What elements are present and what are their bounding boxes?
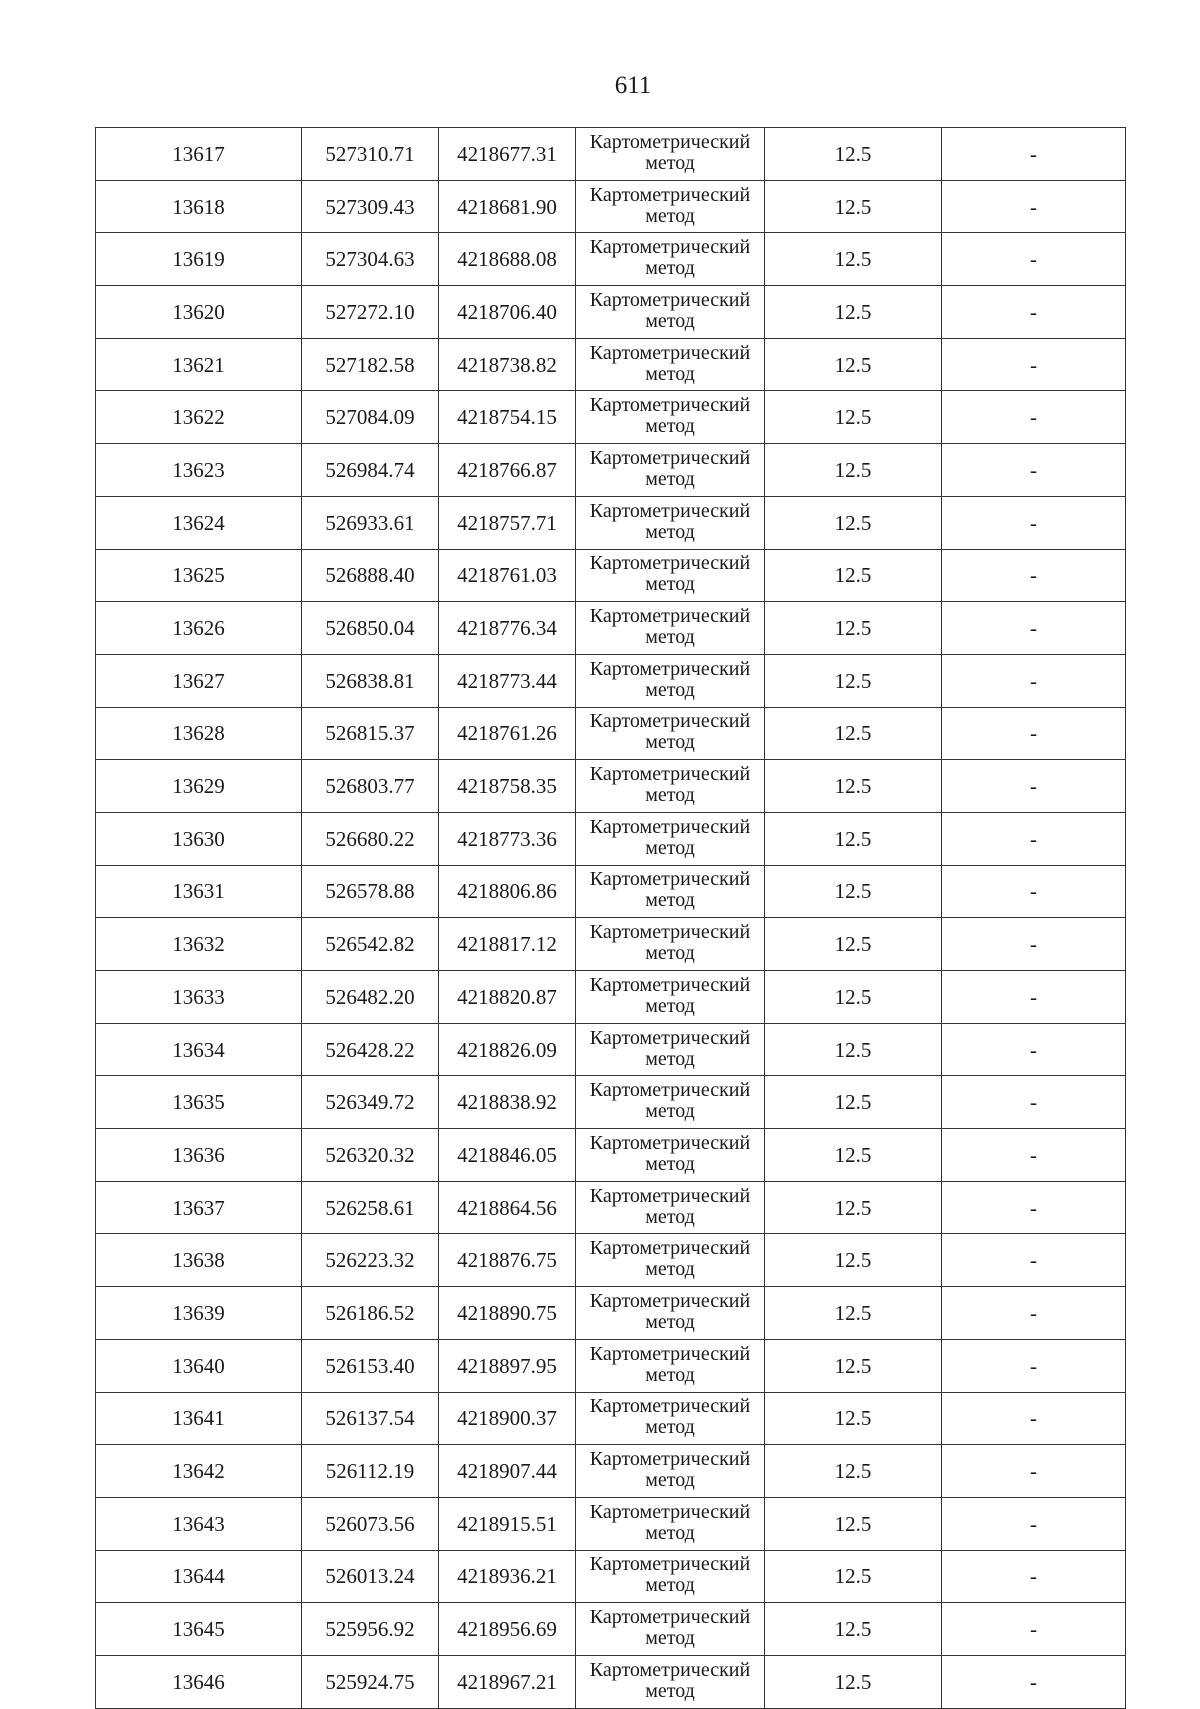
table-row bbox=[96, 760, 1126, 813]
note-cell: - bbox=[942, 1076, 1126, 1129]
method-cell bbox=[576, 128, 765, 181]
y-coordinate-cell: 4218900.37 bbox=[439, 1392, 576, 1445]
note-cell: - bbox=[942, 1023, 1126, 1076]
point-number-cell: 13620 bbox=[96, 286, 302, 339]
note-cell: - bbox=[942, 654, 1126, 707]
point-number-cell: 13631 bbox=[96, 865, 302, 918]
method-line-1: Картометрический bbox=[589, 1553, 751, 1576]
method-cell bbox=[576, 496, 765, 549]
y-coordinate-cell: 4218826.09 bbox=[439, 1023, 576, 1076]
note-cell: - bbox=[942, 444, 1126, 497]
accuracy-cell: 12.5 bbox=[765, 1287, 942, 1340]
method-line-1: Картометрический bbox=[589, 341, 751, 364]
table-row bbox=[96, 496, 1126, 549]
point-number-cell: 13629 bbox=[96, 760, 302, 813]
table-row bbox=[96, 1497, 1126, 1550]
method-line-2: метод bbox=[645, 1574, 695, 1597]
note-cell: - bbox=[942, 971, 1126, 1024]
point-number-cell: 13634 bbox=[96, 1023, 302, 1076]
method-line-2: метод bbox=[645, 1521, 695, 1544]
note-cell: - bbox=[942, 1181, 1126, 1234]
point-number-cell: 13617 bbox=[96, 128, 302, 181]
point-number-cell: 13618 bbox=[96, 180, 302, 233]
method-line-2: метод bbox=[645, 994, 695, 1017]
note-cell: - bbox=[942, 1234, 1126, 1287]
y-coordinate-cell: 4218915.51 bbox=[439, 1497, 576, 1550]
point-number-cell: 13621 bbox=[96, 338, 302, 391]
accuracy-cell: 12.5 bbox=[765, 707, 942, 760]
table-row bbox=[96, 286, 1126, 339]
point-number-cell: 13627 bbox=[96, 654, 302, 707]
method-line-1: Картометрический bbox=[589, 1026, 751, 1049]
table-body bbox=[96, 128, 1126, 1709]
point-number-cell: 13635 bbox=[96, 1076, 302, 1129]
point-number-cell: 13630 bbox=[96, 812, 302, 865]
y-coordinate-cell: 4218766.87 bbox=[439, 444, 576, 497]
method-line-1: Картометрический bbox=[589, 657, 751, 680]
method-cell bbox=[576, 971, 765, 1024]
x-coordinate-cell: 527272.10 bbox=[302, 286, 439, 339]
y-coordinate-cell: 4218758.35 bbox=[439, 760, 576, 813]
accuracy-cell: 12.5 bbox=[765, 444, 942, 497]
x-coordinate-cell: 525956.92 bbox=[302, 1603, 439, 1656]
method-line-2: метод bbox=[645, 1047, 695, 1070]
x-coordinate-cell: 526186.52 bbox=[302, 1287, 439, 1340]
method-line-2: метод bbox=[645, 309, 695, 332]
method-line-2: метод bbox=[645, 1627, 695, 1650]
y-coordinate-cell: 4218806.86 bbox=[439, 865, 576, 918]
y-coordinate-cell: 4218820.87 bbox=[439, 971, 576, 1024]
point-number-cell: 13643 bbox=[96, 1497, 302, 1550]
method-line-2: метод bbox=[645, 942, 695, 965]
y-coordinate-cell: 4218677.31 bbox=[439, 128, 576, 181]
accuracy-cell: 12.5 bbox=[765, 812, 942, 865]
table-row bbox=[96, 1076, 1126, 1129]
method-cell bbox=[576, 602, 765, 655]
method-line-1: Картометрический bbox=[589, 921, 751, 944]
note-cell: - bbox=[942, 812, 1126, 865]
accuracy-cell: 12.5 bbox=[765, 1129, 942, 1182]
point-number-cell: 13638 bbox=[96, 1234, 302, 1287]
accuracy-cell: 12.5 bbox=[765, 391, 942, 444]
x-coordinate-cell: 526482.20 bbox=[302, 971, 439, 1024]
method-cell bbox=[576, 1287, 765, 1340]
x-coordinate-cell: 526320.32 bbox=[302, 1129, 439, 1182]
note-cell: - bbox=[942, 549, 1126, 602]
x-coordinate-cell: 526838.81 bbox=[302, 654, 439, 707]
point-number-cell: 13640 bbox=[96, 1339, 302, 1392]
y-coordinate-cell: 4218817.12 bbox=[439, 918, 576, 971]
accuracy-cell: 12.5 bbox=[765, 496, 942, 549]
point-number-cell: 13644 bbox=[96, 1550, 302, 1603]
method-cell bbox=[576, 338, 765, 391]
y-coordinate-cell: 4218956.69 bbox=[439, 1603, 576, 1656]
method-cell bbox=[576, 180, 765, 233]
method-line-2: метод bbox=[645, 784, 695, 807]
accuracy-cell: 12.5 bbox=[765, 1497, 942, 1550]
table-row bbox=[96, 1181, 1126, 1234]
point-number-cell: 13636 bbox=[96, 1129, 302, 1182]
table-row bbox=[96, 1129, 1126, 1182]
point-number-cell: 13646 bbox=[96, 1655, 302, 1708]
method-line-2: метод bbox=[645, 1152, 695, 1175]
accuracy-cell: 12.5 bbox=[765, 1181, 942, 1234]
method-line-1: Картометрический bbox=[589, 1658, 751, 1681]
y-coordinate-cell: 4218761.26 bbox=[439, 707, 576, 760]
table-row bbox=[96, 1655, 1126, 1708]
accuracy-cell: 12.5 bbox=[765, 338, 942, 391]
y-coordinate-cell: 4218757.71 bbox=[439, 496, 576, 549]
x-coordinate-cell: 526888.40 bbox=[302, 549, 439, 602]
method-line-1: Картометрический bbox=[589, 1079, 751, 1102]
method-cell bbox=[576, 918, 765, 971]
point-number-cell: 13619 bbox=[96, 233, 302, 286]
y-coordinate-cell: 4218838.92 bbox=[439, 1076, 576, 1129]
method-line-2: метод bbox=[645, 257, 695, 280]
accuracy-cell: 12.5 bbox=[765, 286, 942, 339]
x-coordinate-cell: 527084.09 bbox=[302, 391, 439, 444]
accuracy-cell: 12.5 bbox=[765, 1339, 942, 1392]
method-cell bbox=[576, 1603, 765, 1656]
x-coordinate-cell: 526933.61 bbox=[302, 496, 439, 549]
method-line-2: метод bbox=[645, 1416, 695, 1439]
x-coordinate-cell: 526542.82 bbox=[302, 918, 439, 971]
table-row bbox=[96, 1234, 1126, 1287]
x-coordinate-cell: 526815.37 bbox=[302, 707, 439, 760]
note-cell: - bbox=[942, 286, 1126, 339]
table-row bbox=[96, 444, 1126, 497]
note-cell: - bbox=[942, 1392, 1126, 1445]
note-cell: - bbox=[942, 760, 1126, 813]
table-row bbox=[96, 918, 1126, 971]
method-line-2: метод bbox=[645, 204, 695, 227]
method-cell bbox=[576, 1234, 765, 1287]
point-number-cell: 13645 bbox=[96, 1603, 302, 1656]
method-line-2: метод bbox=[645, 1310, 695, 1333]
point-number-cell: 13622 bbox=[96, 391, 302, 444]
x-coordinate-cell: 527182.58 bbox=[302, 338, 439, 391]
x-coordinate-cell: 526578.88 bbox=[302, 865, 439, 918]
table-row bbox=[96, 180, 1126, 233]
method-line-1: Картометрический bbox=[589, 394, 751, 417]
y-coordinate-cell: 4218907.44 bbox=[439, 1445, 576, 1498]
method-cell bbox=[576, 1023, 765, 1076]
y-coordinate-cell: 4218890.75 bbox=[439, 1287, 576, 1340]
accuracy-cell: 12.5 bbox=[765, 1445, 942, 1498]
table-row bbox=[96, 338, 1126, 391]
accuracy-cell: 12.5 bbox=[765, 918, 942, 971]
method-line-1: Картометрический bbox=[589, 236, 751, 259]
method-line-2: метод bbox=[645, 1100, 695, 1123]
accuracy-cell: 12.5 bbox=[765, 233, 942, 286]
method-line-2: метод bbox=[645, 415, 695, 438]
note-cell: - bbox=[942, 918, 1126, 971]
note-cell: - bbox=[942, 1550, 1126, 1603]
table-row bbox=[96, 1339, 1126, 1392]
method-cell bbox=[576, 865, 765, 918]
accuracy-cell: 12.5 bbox=[765, 760, 942, 813]
method-cell bbox=[576, 286, 765, 339]
point-number-cell: 13633 bbox=[96, 971, 302, 1024]
method-cell bbox=[576, 233, 765, 286]
table-row bbox=[96, 391, 1126, 444]
note-cell: - bbox=[942, 707, 1126, 760]
method-cell bbox=[576, 1129, 765, 1182]
x-coordinate-cell: 527309.43 bbox=[302, 180, 439, 233]
x-coordinate-cell: 525924.75 bbox=[302, 1655, 439, 1708]
note-cell: - bbox=[942, 338, 1126, 391]
method-cell bbox=[576, 1445, 765, 1498]
method-line-2: метод bbox=[645, 1205, 695, 1228]
method-line-1: Картометрический bbox=[589, 710, 751, 733]
table-row bbox=[96, 1392, 1126, 1445]
method-cell bbox=[576, 1339, 765, 1392]
point-number-cell: 13641 bbox=[96, 1392, 302, 1445]
table-row bbox=[96, 707, 1126, 760]
method-line-2: метод bbox=[645, 731, 695, 754]
x-coordinate-cell: 526984.74 bbox=[302, 444, 439, 497]
table-row bbox=[96, 1603, 1126, 1656]
method-line-1: Картометрический bbox=[589, 868, 751, 891]
method-line-1: Картометрический bbox=[589, 130, 751, 153]
method-cell bbox=[576, 760, 765, 813]
table-row bbox=[96, 1287, 1126, 1340]
point-number-cell: 13624 bbox=[96, 496, 302, 549]
y-coordinate-cell: 4218761.03 bbox=[439, 549, 576, 602]
accuracy-cell: 12.5 bbox=[765, 549, 942, 602]
table-row bbox=[96, 812, 1126, 865]
note-cell: - bbox=[942, 1603, 1126, 1656]
table-row bbox=[96, 1550, 1126, 1603]
y-coordinate-cell: 4218864.56 bbox=[439, 1181, 576, 1234]
x-coordinate-cell: 527310.71 bbox=[302, 128, 439, 181]
method-line-1: Картометрический bbox=[589, 1500, 751, 1523]
accuracy-cell: 12.5 bbox=[765, 1234, 942, 1287]
method-line-1: Картометрический bbox=[589, 499, 751, 522]
point-number-cell: 13625 bbox=[96, 549, 302, 602]
x-coordinate-cell: 526112.19 bbox=[302, 1445, 439, 1498]
accuracy-cell: 12.5 bbox=[765, 1603, 942, 1656]
y-coordinate-cell: 4218897.95 bbox=[439, 1339, 576, 1392]
y-coordinate-cell: 4218773.44 bbox=[439, 654, 576, 707]
x-coordinate-cell: 527304.63 bbox=[302, 233, 439, 286]
note-cell: - bbox=[942, 865, 1126, 918]
method-line-2: метод bbox=[645, 362, 695, 385]
method-line-1: Картометрический bbox=[589, 446, 751, 469]
method-line-1: Картометрический bbox=[589, 1237, 751, 1260]
table-row bbox=[96, 602, 1126, 655]
accuracy-cell: 12.5 bbox=[765, 128, 942, 181]
method-line-1: Картометрический bbox=[589, 1606, 751, 1629]
note-cell: - bbox=[942, 1287, 1126, 1340]
method-line-1: Картометрический bbox=[589, 605, 751, 628]
method-cell bbox=[576, 444, 765, 497]
y-coordinate-cell: 4218936.21 bbox=[439, 1550, 576, 1603]
y-coordinate-cell: 4218681.90 bbox=[439, 180, 576, 233]
x-coordinate-cell: 526073.56 bbox=[302, 1497, 439, 1550]
method-cell bbox=[576, 1181, 765, 1234]
point-number-cell: 13623 bbox=[96, 444, 302, 497]
method-cell bbox=[576, 654, 765, 707]
x-coordinate-cell: 526803.77 bbox=[302, 760, 439, 813]
point-number-cell: 13639 bbox=[96, 1287, 302, 1340]
table-row bbox=[96, 654, 1126, 707]
method-line-2: метод bbox=[645, 467, 695, 490]
method-line-1: Картометрический bbox=[589, 288, 751, 311]
page-number: 611 bbox=[614, 72, 652, 99]
y-coordinate-cell: 4218706.40 bbox=[439, 286, 576, 339]
accuracy-cell: 12.5 bbox=[765, 865, 942, 918]
x-coordinate-cell: 526850.04 bbox=[302, 602, 439, 655]
point-number-cell: 13637 bbox=[96, 1181, 302, 1234]
method-cell bbox=[576, 707, 765, 760]
method-line-2: метод bbox=[645, 1363, 695, 1386]
method-line-2: метод bbox=[645, 1469, 695, 1492]
y-coordinate-cell: 4218876.75 bbox=[439, 1234, 576, 1287]
note-cell: - bbox=[942, 1129, 1126, 1182]
point-number-cell: 13628 bbox=[96, 707, 302, 760]
note-cell: - bbox=[942, 1339, 1126, 1392]
note-cell: - bbox=[942, 496, 1126, 549]
y-coordinate-cell: 4218967.21 bbox=[439, 1655, 576, 1708]
method-cell bbox=[576, 1655, 765, 1708]
method-line-2: метод bbox=[645, 678, 695, 701]
y-coordinate-cell: 4218688.08 bbox=[439, 233, 576, 286]
method-line-2: метод bbox=[645, 520, 695, 543]
note-cell: - bbox=[942, 128, 1126, 181]
table-row bbox=[96, 1445, 1126, 1498]
method-line-1: Картометрический bbox=[589, 1395, 751, 1418]
method-line-1: Картометрический bbox=[589, 1184, 751, 1207]
y-coordinate-cell: 4218776.34 bbox=[439, 602, 576, 655]
note-cell: - bbox=[942, 602, 1126, 655]
note-cell: - bbox=[942, 1445, 1126, 1498]
table-row bbox=[96, 128, 1126, 181]
method-line-1: Картометрический bbox=[589, 1289, 751, 1312]
note-cell: - bbox=[942, 391, 1126, 444]
x-coordinate-cell: 526349.72 bbox=[302, 1076, 439, 1129]
method-line-2: метод bbox=[645, 1258, 695, 1281]
method-line-1: Картометрический bbox=[589, 815, 751, 838]
table-row bbox=[96, 233, 1126, 286]
note-cell: - bbox=[942, 1655, 1126, 1708]
x-coordinate-cell: 526680.22 bbox=[302, 812, 439, 865]
method-line-1: Картометрический bbox=[589, 183, 751, 206]
method-cell bbox=[576, 1392, 765, 1445]
accuracy-cell: 12.5 bbox=[765, 1655, 942, 1708]
table-row bbox=[96, 549, 1126, 602]
x-coordinate-cell: 526258.61 bbox=[302, 1181, 439, 1234]
accuracy-cell: 12.5 bbox=[765, 180, 942, 233]
accuracy-cell: 12.5 bbox=[765, 971, 942, 1024]
x-coordinate-cell: 526223.32 bbox=[302, 1234, 439, 1287]
method-line-2: метод bbox=[645, 1679, 695, 1702]
method-line-1: Картометрический bbox=[589, 973, 751, 996]
method-cell bbox=[576, 812, 765, 865]
method-line-1: Картометрический bbox=[589, 552, 751, 575]
x-coordinate-cell: 526428.22 bbox=[302, 1023, 439, 1076]
method-cell bbox=[576, 1076, 765, 1129]
accuracy-cell: 12.5 bbox=[765, 1392, 942, 1445]
x-coordinate-cell: 526013.24 bbox=[302, 1550, 439, 1603]
note-cell: - bbox=[942, 233, 1126, 286]
method-line-2: метод bbox=[645, 626, 695, 649]
accuracy-cell: 12.5 bbox=[765, 1550, 942, 1603]
method-line-2: метод bbox=[645, 889, 695, 912]
note-cell: - bbox=[942, 180, 1126, 233]
accuracy-cell: 12.5 bbox=[765, 602, 942, 655]
y-coordinate-cell: 4218754.15 bbox=[439, 391, 576, 444]
method-line-2: метод bbox=[645, 573, 695, 596]
point-number-cell: 13642 bbox=[96, 1445, 302, 1498]
method-cell bbox=[576, 1550, 765, 1603]
point-number-cell: 13626 bbox=[96, 602, 302, 655]
point-number-cell: 13632 bbox=[96, 918, 302, 971]
table-row bbox=[96, 865, 1126, 918]
y-coordinate-cell: 4218773.36 bbox=[439, 812, 576, 865]
table-row bbox=[96, 1023, 1126, 1076]
accuracy-cell: 12.5 bbox=[765, 654, 942, 707]
method-cell bbox=[576, 391, 765, 444]
accuracy-cell: 12.5 bbox=[765, 1023, 942, 1076]
method-line-1: Картометрический bbox=[589, 1131, 751, 1154]
y-coordinate-cell: 4218738.82 bbox=[439, 338, 576, 391]
method-cell bbox=[576, 549, 765, 602]
accuracy-cell: 12.5 bbox=[765, 1076, 942, 1129]
method-line-2: метод bbox=[645, 151, 695, 174]
method-line-1: Картометрический bbox=[589, 763, 751, 786]
method-cell bbox=[576, 1497, 765, 1550]
method-line-1: Картометрический bbox=[589, 1448, 751, 1471]
method-line-1: Картометрический bbox=[589, 1342, 751, 1365]
note-cell: - bbox=[942, 1497, 1126, 1550]
coordinates-table bbox=[95, 127, 1126, 1709]
x-coordinate-cell: 526153.40 bbox=[302, 1339, 439, 1392]
table-row bbox=[96, 971, 1126, 1024]
x-coordinate-cell: 526137.54 bbox=[302, 1392, 439, 1445]
y-coordinate-cell: 4218846.05 bbox=[439, 1129, 576, 1182]
method-line-2: метод bbox=[645, 836, 695, 859]
